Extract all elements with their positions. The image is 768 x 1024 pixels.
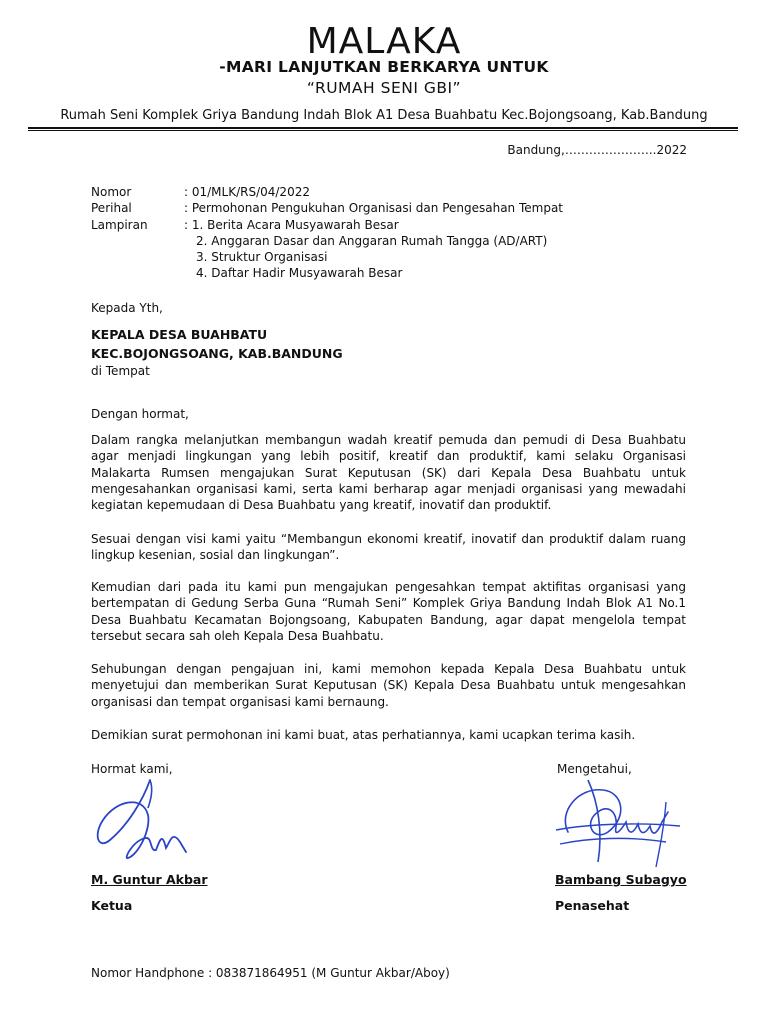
perihal-label: Perihal [91,201,132,216]
address: Rumah Seni Komplek Griya Bandung Indah Blok A1 Desa Buahbatu Kec.Bojongsoang, Kab.Bandung [60,108,708,123]
recipient-greeting: Kepada Yth, [91,301,163,315]
left-signer-role: Ketua [91,898,133,913]
footer-phone: Nomor Handphone : 083871864951 (M Guntur Akbar/Aboy) [91,966,450,980]
nomor-value: : 01/MLK/RS/04/2022 [184,185,310,199]
subtitle: “RUMAH SENI GBI” [306,79,462,97]
paragraph-5: Demikian surat permohonan ini kami buat, atas perhatiannya, kami ucapkan terima kasih. [91,728,636,742]
header-rule [28,127,738,129]
lampiran-item: 4. Daftar Hadir Musyawarah Besar [196,266,403,281]
paragraph-4: Sehubungan dengan pengajuan ini, kami memohon kepada Kepala Desa Buahbatu untuk menyetujui dan memberikan Surat Keputusan (SK) Kepala Desa Buahbatu untuk mengesahkan organisasi dan tempat organisasi kami bernaung. [91,662,686,709]
perihal-value: : Permohonan Pengukuhan Organisasi dan Pengesahan Tempat [184,201,564,216]
paragraph-1: Dalam rangka melanjutkan membangun wadah kreatif pemuda dan pemudi di Desa Buahbatu agar menjadi lingkungan yang lebih positif, kreatif dan produktif, kami selaku Organisasi Malakarta Rumsen mengajukan Surat Keputusan (SK) dari Kepala Desa Buahbatu untuk mengesahankan organisasi kami, serta kami berharap agar menjadi organisasi yang mewadahi kegiatan kepemudaan di Desa Buahbatu yang kreatif, inovatif dan produktif. [91,433,686,513]
left-signature-mark [88,770,198,865]
right-signature-mark [548,772,688,872]
recipient-line2: KEC.BOJONGSOANG, KAB.BANDUNG [91,346,343,361]
left-signer-name: M. Guntur Akbar [91,872,208,887]
salutation: Dengan hormat, [91,407,189,421]
header-rule-thin [28,130,738,131]
letter-meta [91,184,563,282]
recipient-line3: di Tempat [91,364,150,378]
lampiran-item: 3. Struktur Organisasi [196,250,328,265]
date-line: Bandung,…………………..2022 [507,143,687,157]
org-name: MALAKA [306,21,462,62]
tagline: -MARI LANJUTKAN BERKARYA UNTUK [219,58,549,76]
right-signer-role: Penasehat [555,898,630,913]
nomor-label: Nomor [91,185,132,199]
lampiran-item: 2. Anggaran Dasar dan Anggaran Rumah Tangga (AD/ART) [196,233,548,248]
recipient-line1: KEPALA DESA BUAHBATU [91,327,268,342]
right-caption: Mengetahui, [557,762,632,776]
paragraph-2: Sesuai dengan visi kami yaitu “Membangun ekonomi kreatif, inovatif dan produktif dalam ruang lingkup kesenian, sosial dan lingkungan”. [91,532,686,563]
lampiran-item: : 1. Berita Acara Musyawarah Besar [184,217,399,232]
paragraph-3: Kemudian dari pada itu kami pun mengajukan pengesahkan tempat aktifitas organisasi yang bertempatan di Gedung Serba Guna “Rumah Seni” Komplek Griya Bandung Indah Blok A1 No.1 Desa Buahbatu Kecamatan Bojongsoang, Kabupaten Bandung, agar dapat mengelola tempat tersebut secara sah oleh Kepala Desa Buahbatu. [91,580,686,643]
right-signer-name: Bambang Subagyo [555,872,687,887]
lampiran-label: Lampiran [91,217,148,232]
left-caption: Hormat kami, [91,762,173,776]
